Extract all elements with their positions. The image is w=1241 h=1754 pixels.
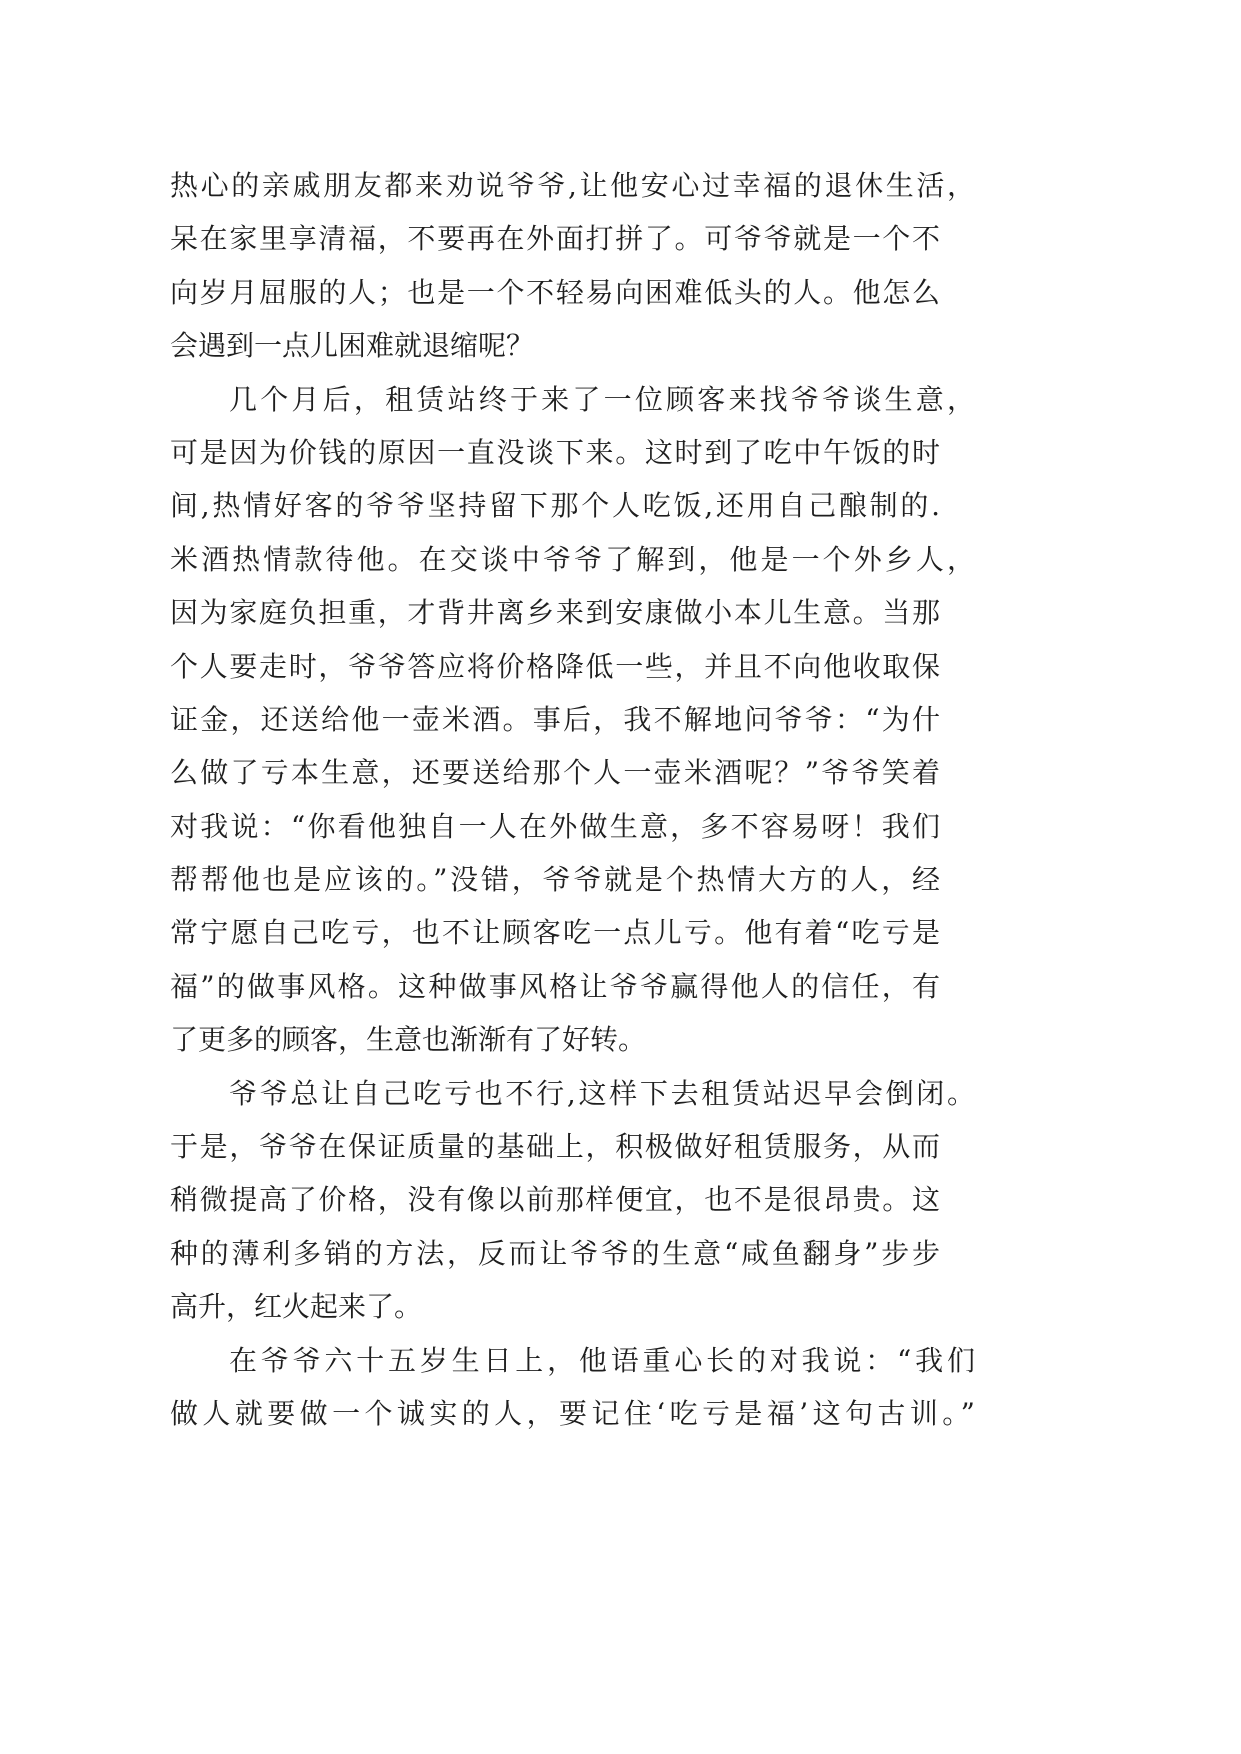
text-line: 种的薄利多销的方法，反而让爷爷的生意“咸鱼翻身”步步: [170, 1236, 940, 1270]
text-line: 福”的做事风格。这种做事风格让爷爷赢得他人的信任，有: [170, 969, 940, 1003]
text-line: 向岁月屈服的人；也是一个不轻易向困难低头的人。他怎么: [170, 275, 940, 309]
text-line: 稍微提高了价格，没有像以前那样便宜，也不是很昂贵。这: [170, 1183, 940, 1217]
text-line: 呆在家里享清福，不要再在外面打拼了。可爷爷就是一个不: [170, 222, 940, 256]
paragraph: [170, 1067, 975, 1334]
text-line: 几个月后，租赁站终于来了一位顾客来找爷爷谈生意，: [229, 382, 975, 416]
text-line: 常宁愿自己吃亏，也不让顾客吃一点儿亏。他有着“吃亏是: [170, 916, 940, 950]
text-line: 因为家庭负担重，才背井离乡来到安康做小本儿生意。当那: [170, 596, 940, 630]
paragraph: [170, 159, 975, 373]
text-line: 高升，红火起来了。: [170, 1290, 423, 1324]
text-line: 了更多的顾客，生意也渐渐有了好转。: [170, 1023, 647, 1057]
body-text: [170, 159, 975, 1440]
text-line: 证金，还送给他一壶米酒。事后，我不解地问爷爷：“为什: [170, 702, 940, 736]
text-line: 于是，爷爷在保证质量的基础上，积极做好租赁服务，从而: [170, 1130, 940, 1164]
text-line: 做人就要做一个诚实的人，要记住‘吃亏是福’这句古训。”: [170, 1396, 975, 1430]
text-line: 米酒热情款待他。在交谈中爷爷了解到，他是一个外乡人，: [170, 542, 975, 576]
text-line: 间,热情好客的爷爷坚持留下那个人吃饭,还用自己酿制的.: [170, 489, 940, 523]
text-line: 个人要走时，爷爷答应将价格降低一些，并且不向他收取保: [170, 649, 940, 683]
text-line: 会遇到一点儿困难就退缩呢？: [170, 329, 535, 363]
text-line: 爷爷总让自己吃亏也不行,这样下去租赁站迟早会倒闭。: [229, 1076, 975, 1110]
text-line: 可是因为价钱的原因一直没谈下来。这时到了吃中午饭的时: [170, 435, 940, 469]
text-line: 在爷爷六十五岁生日上，他语重心长的对我说：“我们: [229, 1343, 975, 1377]
paragraph: [170, 373, 975, 1067]
text-line: 热心的亲戚朋友都来劝说爷爷,让他安心过幸福的退休生活，: [170, 169, 975, 202]
text-line: 么做了亏本生意，还要送给那个人一壶米酒呢？”爷爷笑着: [170, 756, 940, 790]
text-line: 对我说：“你看他独自一人在外做生意，多不容易呀！我们: [170, 809, 940, 843]
text-line: 帮帮他也是应该的。”没错，爷爷就是个热情大方的人，经: [170, 863, 940, 897]
paragraph: [170, 1334, 975, 1441]
